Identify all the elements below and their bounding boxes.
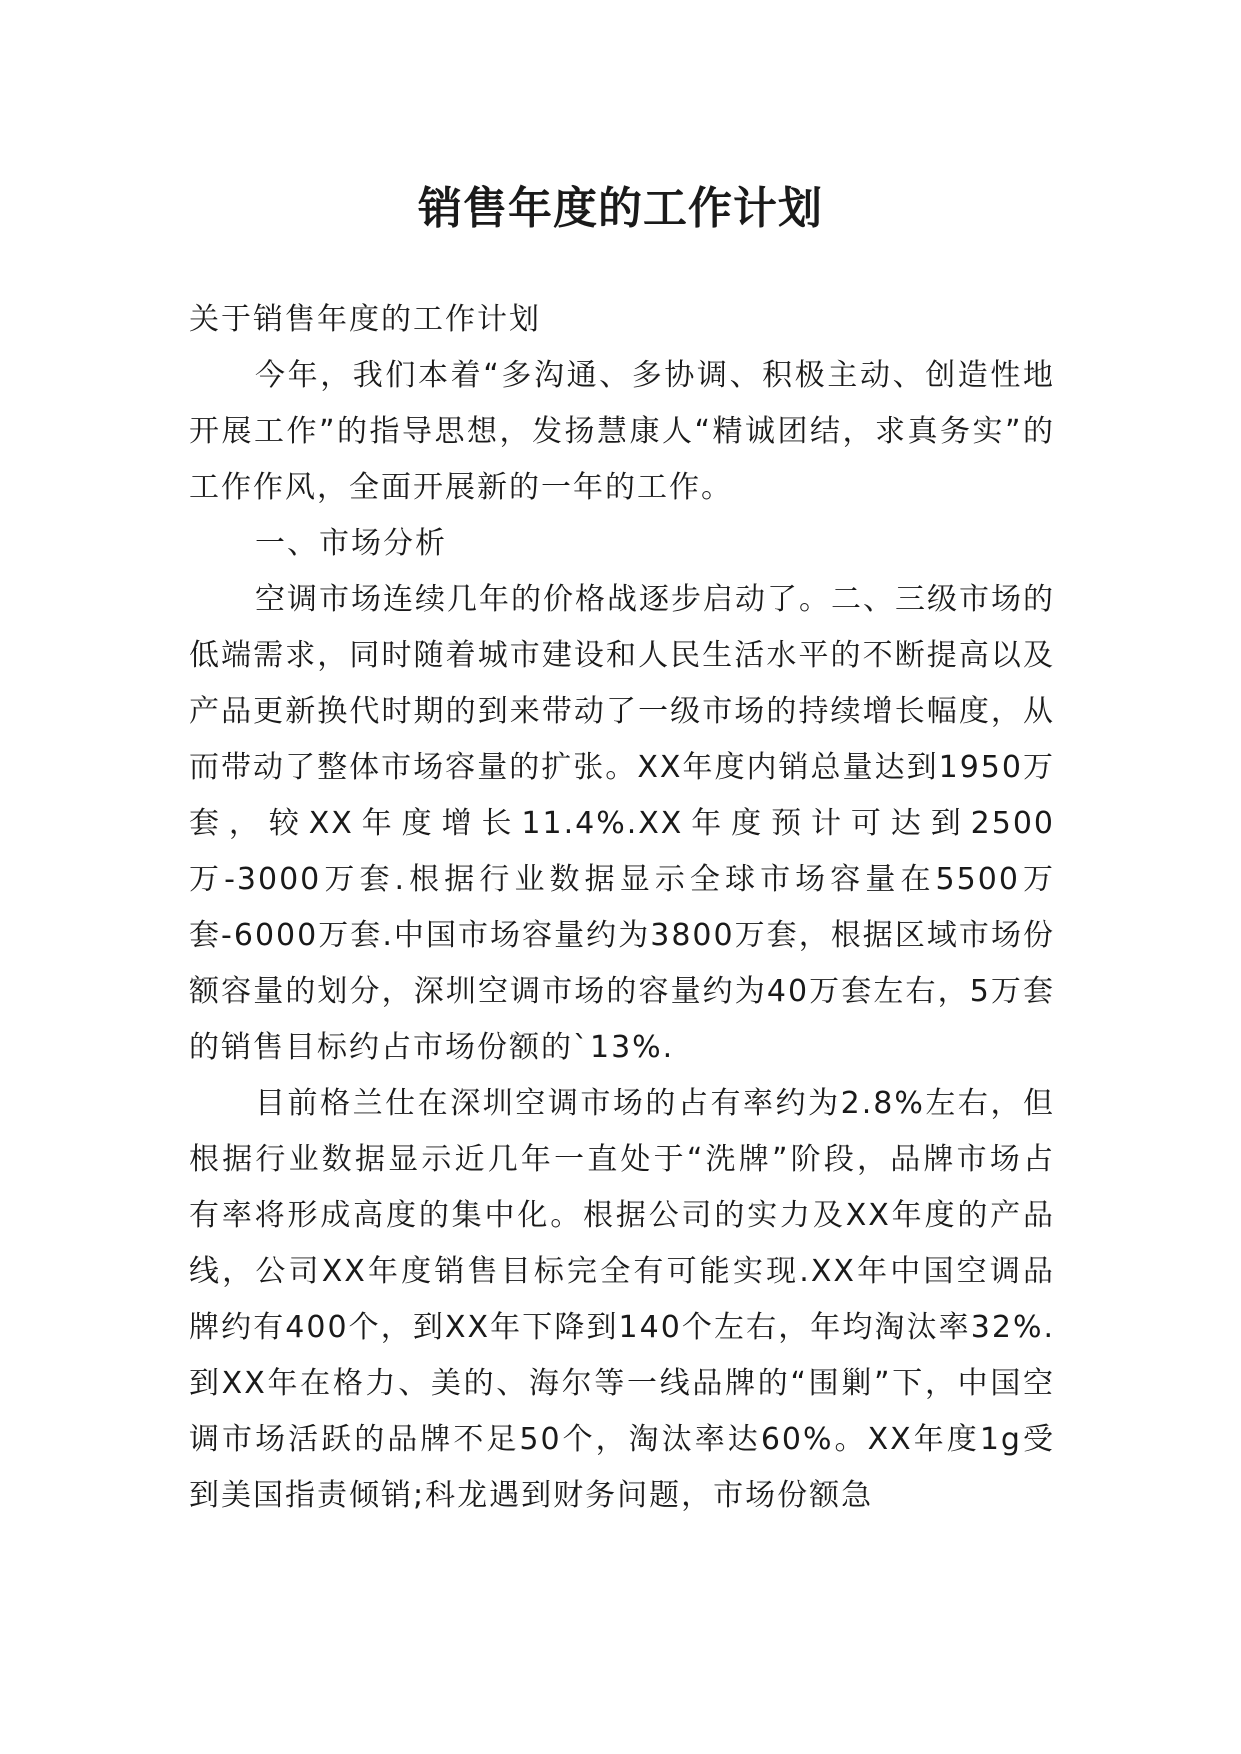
document-subtitle: 关于销售年度的工作计划: [189, 302, 541, 337]
document-title: 销售年度的工作计划: [418, 183, 823, 235]
market-analysis-paragraph: 空调市场连续几年的价格战逐步启动了。二、三级市场的低端需求，同时随着城市建设和人民生活水平的不断提高以及产品更新换代时期的到来带动了一级市场的持续增长幅度，从而带动了整体市场容量的扩张。XX年度内销总量达到1950万套，较XX年度增长11.4%.XX年度预计可达到2500万-3000万套.根据行业数据显示全球市场容量在5500万套-6000万套.中国市场容量约为3800万套，根据区域市场份额容量的划分，深圳空调市场的容量约为40万套左右，5万套的销售目标约占市场份额的`13%.: [189, 582, 1055, 1065]
market-share-paragraph: 目前格兰仕在深圳空调市场的占有率约为2.8%左右，但根据行业数据显示近几年一直处于“洗牌”阶段，品牌市场占有率将形成高度的集中化。根据公司的实力及XX年度的产品线，公司XX年度销售目标完全有可能实现.XX年中国空调品牌约有400个，到XX年下降到140个左右，年均淘汰率32%.到XX年在格力、美的、海尔等一线品牌的“围剿”下，中国空调市场活跃的品牌不足50个，淘汰率达60%。XX年度1g受到美国指责倾销;科龙遇到财务问题，市场份额急: [189, 1086, 1055, 1513]
section-heading-market-analysis: 一、市场分析: [255, 526, 447, 561]
document-body: [189, 292, 1055, 1524]
intro-paragraph: 今年，我们本着“多沟通、多协调、积极主动、创造性地开展工作”的指导思想，发扬慧康人“精诚团结，求真务实”的工作作风，全面开展新的一年的工作。: [189, 358, 1055, 505]
